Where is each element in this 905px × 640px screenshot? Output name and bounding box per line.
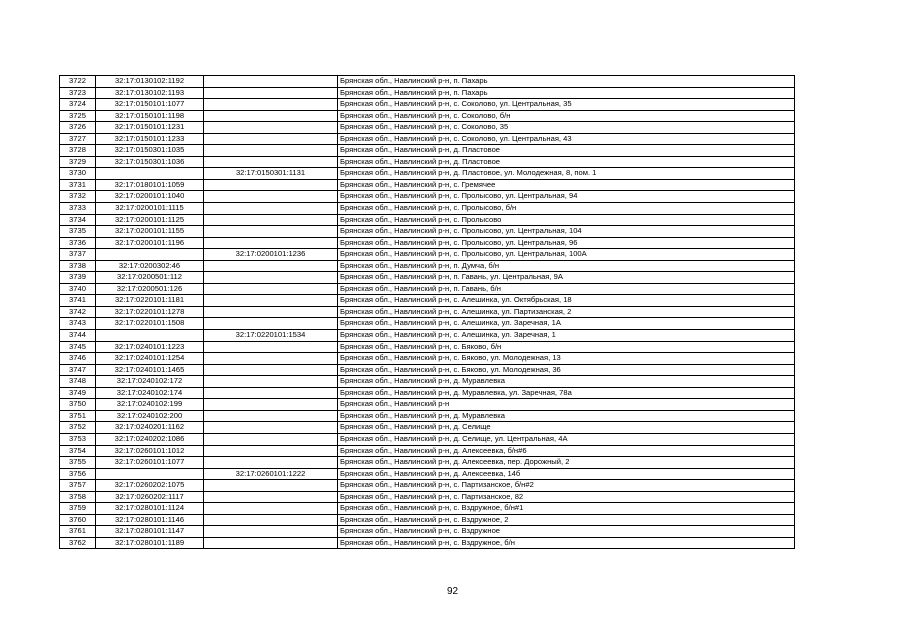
- row-number-cell: 3735: [60, 226, 96, 238]
- cadastral-number-2-cell: [204, 491, 338, 503]
- cadastral-number-cell: 32:17:0200101:1115: [96, 203, 204, 215]
- cadastral-number-2-cell: [204, 376, 338, 388]
- row-number-cell: 3724: [60, 99, 96, 111]
- table-row: [60, 457, 795, 469]
- cadastral-number-2-cell: [204, 503, 338, 515]
- row-number-cell: 3750: [60, 399, 96, 411]
- cadastral-number-cell: [96, 168, 204, 180]
- cadastral-number-2-cell: [204, 76, 338, 88]
- cadastral-number-cell: 32:17:0200501:112: [96, 272, 204, 284]
- row-number-cell: 3728: [60, 145, 96, 157]
- cadastral-number-2-cell: [204, 179, 338, 191]
- row-number-cell: 3761: [60, 526, 96, 538]
- table-row: [60, 433, 795, 445]
- row-number-cell: 3743: [60, 318, 96, 330]
- cadastral-number-cell: 32:17:0150101:1198: [96, 110, 204, 122]
- table-row: [60, 306, 795, 318]
- table-row: [60, 353, 795, 365]
- cadastral-number-cell: 32:17:0240102:172: [96, 376, 204, 388]
- cadastral-number-cell: 32:17:0240201:1162: [96, 422, 204, 434]
- address-cell: Брянская обл., Навлинский р-н, д. Пластовое: [338, 145, 795, 157]
- table-row: [60, 191, 795, 203]
- cadastral-number-2-cell: [204, 306, 338, 318]
- address-cell: Брянская обл., Навлинский р-н, д. Пластовое: [338, 156, 795, 168]
- cadastral-number-2-cell: [204, 480, 338, 492]
- cadastral-number-2-cell: [204, 318, 338, 330]
- address-cell: Брянская обл., Навлинский р-н, д. Муравлевка: [338, 376, 795, 388]
- table-body: [60, 76, 795, 549]
- cadastral-number-cell: 32:17:0280101:1124: [96, 503, 204, 515]
- row-number-cell: 3751: [60, 410, 96, 422]
- address-cell: Брянская обл., Навлинский р-н, с. Пролысово, ул. Центральная, 96: [338, 237, 795, 249]
- row-number-cell: 3759: [60, 503, 96, 515]
- row-number-cell: 3736: [60, 237, 96, 249]
- cadastral-number-cell: [96, 249, 204, 261]
- row-number-cell: 3758: [60, 491, 96, 503]
- table-row: [60, 514, 795, 526]
- cadastral-number-2-cell: [204, 226, 338, 238]
- row-number-cell: 3748: [60, 376, 96, 388]
- address-cell: Брянская обл., Навлинский р-н, с. Гремячее: [338, 179, 795, 191]
- cadastral-number-2-cell: 32:17:0220101:1534: [204, 330, 338, 342]
- table-row: [60, 399, 795, 411]
- cadastral-number-2-cell: [204, 410, 338, 422]
- address-cell: Брянская обл., Навлинский р-н, с. Вздружное, б/н: [338, 537, 795, 549]
- row-number-cell: 3740: [60, 283, 96, 295]
- row-number-cell: 3746: [60, 353, 96, 365]
- cadastral-number-cell: 32:17:0240101:1254: [96, 353, 204, 365]
- cadastral-number-2-cell: 32:17:0150301:1131: [204, 168, 338, 180]
- address-cell: Брянская обл., Навлинский р-н, с. Соколово, 35: [338, 122, 795, 134]
- cadastral-number-cell: 32:17:0200101:1040: [96, 191, 204, 203]
- table-row: [60, 226, 795, 238]
- address-cell: Брянская обл., Навлинский р-н, с. Алешинка, ул. Заречная, 1: [338, 330, 795, 342]
- cadastral-number-cell: [96, 330, 204, 342]
- row-number-cell: 3731: [60, 179, 96, 191]
- address-cell: Брянская обл., Навлинский р-н, с. Соколово, ул. Центральная, 43: [338, 133, 795, 145]
- address-cell: Брянская обл., Навлинский р-н, с. Бяково, б/н: [338, 341, 795, 353]
- table-row: [60, 283, 795, 295]
- address-cell: Брянская обл., Навлинский р-н, с. Алешинка, ул. Октябрьская, 18: [338, 295, 795, 307]
- address-cell: Брянская обл., Навлинский р-н, с. Бяково, ул. Молодежная, 13: [338, 353, 795, 365]
- cadastral-number-cell: 32:17:0150101:1077: [96, 99, 204, 111]
- row-number-cell: 3760: [60, 514, 96, 526]
- address-cell: Брянская обл., Навлинский р-н, д. Алексеевка, б/н#6: [338, 445, 795, 457]
- address-cell: Брянская обл., Навлинский р-н, с. Пролысово: [338, 214, 795, 226]
- address-cell: Брянская обл., Навлинский р-н, п. Гавань, ул. Центральная, 9А: [338, 272, 795, 284]
- table-row: [60, 537, 795, 549]
- table-row: [60, 503, 795, 515]
- table-row: [60, 330, 795, 342]
- cadastral-number-2-cell: [204, 399, 338, 411]
- address-cell: Брянская обл., Навлинский р-н, с. Вздружное: [338, 526, 795, 538]
- cadastral-number-cell: 32:17:0200101:1196: [96, 237, 204, 249]
- cadastral-number-cell: 32:17:0240102:174: [96, 387, 204, 399]
- row-number-cell: 3730: [60, 168, 96, 180]
- cadastral-number-cell: 32:17:0200501:126: [96, 283, 204, 295]
- address-cell: Брянская обл., Навлинский р-н, с. Бяково, ул. Молодежная, 36: [338, 364, 795, 376]
- cadastral-number-2-cell: [204, 203, 338, 215]
- table-row: [60, 318, 795, 330]
- cadastral-number-2-cell: [204, 283, 338, 295]
- address-cell: Брянская обл., Навлинский р-н, с. Партизанское, 82: [338, 491, 795, 503]
- row-number-cell: 3734: [60, 214, 96, 226]
- table-row: [60, 376, 795, 388]
- cadastral-number-2-cell: [204, 457, 338, 469]
- cadastral-number-2-cell: [204, 387, 338, 399]
- address-cell: Брянская обл., Навлинский р-н, д. Муравлевка: [338, 410, 795, 422]
- cadastral-number-cell: 32:17:0240101:1465: [96, 364, 204, 376]
- table-row: [60, 445, 795, 457]
- cadastral-number-cell: 32:17:0240101:1223: [96, 341, 204, 353]
- row-number-cell: 3729: [60, 156, 96, 168]
- cadastral-number-2-cell: [204, 537, 338, 549]
- address-cell: Брянская обл., Навлинский р-н, с. Пролысово, ул. Центральная, 94: [338, 191, 795, 203]
- address-cell: Брянская обл., Навлинский р-н, д. Пластовое, ул. Молодежная, 8, пом. 1: [338, 168, 795, 180]
- table-row: [60, 491, 795, 503]
- address-cell: Брянская обл., Навлинский р-н, с. Пролысово, б/н: [338, 203, 795, 215]
- table-row: [60, 87, 795, 99]
- cadastral-number-2-cell: [204, 445, 338, 457]
- address-cell: Брянская обл., Навлинский р-н, с. Алешинка, ул. Заречная, 1А: [338, 318, 795, 330]
- row-number-cell: 3737: [60, 249, 96, 261]
- cadastral-number-2-cell: [204, 191, 338, 203]
- cadastral-number-cell: 32:17:0280101:1146: [96, 514, 204, 526]
- cadastral-number-cell: 32:17:0150301:1036: [96, 156, 204, 168]
- cadastral-number-2-cell: [204, 87, 338, 99]
- table-row: [60, 260, 795, 272]
- cadastral-number-2-cell: 32:17:0260101:1222: [204, 468, 338, 480]
- address-cell: Брянская обл., Навлинский р-н: [338, 399, 795, 411]
- row-number-cell: 3726: [60, 122, 96, 134]
- cadastral-number-cell: 32:17:0150101:1231: [96, 122, 204, 134]
- address-cell: Брянская обл., Навлинский р-н, с. Соколово, б/н: [338, 110, 795, 122]
- address-cell: Брянская обл., Навлинский р-н, с. Алешинка, ул. Партизанская, 2: [338, 306, 795, 318]
- row-number-cell: 3749: [60, 387, 96, 399]
- row-number-cell: 3744: [60, 330, 96, 342]
- row-number-cell: 3738: [60, 260, 96, 272]
- cadastral-number-2-cell: [204, 364, 338, 376]
- cadastral-number-cell: 32:17:0200101:1155: [96, 226, 204, 238]
- address-cell: Брянская обл., Навлинский р-н, с. Пролысово, ул. Центральная, 104: [338, 226, 795, 238]
- row-number-cell: 3741: [60, 295, 96, 307]
- cadastral-number-cell: 32:17:0200302:46: [96, 260, 204, 272]
- row-number-cell: 3745: [60, 341, 96, 353]
- cadastral-number-2-cell: [204, 145, 338, 157]
- address-cell: Брянская обл., Навлинский р-н, с. Вздружное, 2: [338, 514, 795, 526]
- table-row: [60, 122, 795, 134]
- cadastral-number-cell: 32:17:0260202:1117: [96, 491, 204, 503]
- row-number-cell: 3727: [60, 133, 96, 145]
- cadastral-number-cell: 32:17:0220101:1181: [96, 295, 204, 307]
- row-number-cell: 3753: [60, 433, 96, 445]
- row-number-cell: 3762: [60, 537, 96, 549]
- row-number-cell: 3725: [60, 110, 96, 122]
- cadastral-number-cell: 32:17:0260101:1077: [96, 457, 204, 469]
- table-row: [60, 156, 795, 168]
- table-row: [60, 410, 795, 422]
- cadastral-number-cell: 32:17:0150301:1035: [96, 145, 204, 157]
- page-number: 92: [446, 586, 459, 597]
- cadastral-number-cell: 32:17:0220101:1278: [96, 306, 204, 318]
- row-number-cell: 3756: [60, 468, 96, 480]
- cadastral-number-cell: 32:17:0280101:1189: [96, 537, 204, 549]
- table-row: [60, 214, 795, 226]
- row-number-cell: 3732: [60, 191, 96, 203]
- address-cell: Брянская обл., Навлинский р-н, с. Пролысово, ул. Центральная, 100А: [338, 249, 795, 261]
- row-number-cell: 3723: [60, 87, 96, 99]
- cadastral-number-cell: 32:17:0240202:1086: [96, 433, 204, 445]
- table-row: [60, 168, 795, 180]
- cadastral-number-cell: 32:17:0260101:1012: [96, 445, 204, 457]
- address-cell: Брянская обл., Навлинский р-н, п. Пахарь: [338, 76, 795, 88]
- cadastral-number-2-cell: [204, 214, 338, 226]
- cadastral-number-2-cell: [204, 133, 338, 145]
- cadastral-number-cell: 32:17:0180101:1059: [96, 179, 204, 191]
- table-row: [60, 203, 795, 215]
- row-number-cell: 3733: [60, 203, 96, 215]
- table-row: [60, 76, 795, 88]
- cadastral-number-cell: [96, 468, 204, 480]
- cadastral-number-cell: 32:17:0220101:1508: [96, 318, 204, 330]
- table-row: [60, 249, 795, 261]
- cadastral-number-2-cell: [204, 260, 338, 272]
- row-number-cell: 3755: [60, 457, 96, 469]
- row-number-cell: 3739: [60, 272, 96, 284]
- table-row: [60, 295, 795, 307]
- address-cell: Брянская обл., Навлинский р-н, с. Соколово, ул. Центральная, 35: [338, 99, 795, 111]
- property-table: [59, 75, 795, 549]
- table-row: [60, 341, 795, 353]
- table-row: [60, 145, 795, 157]
- table-row: [60, 179, 795, 191]
- cadastral-number-2-cell: 32:17:0200101:1236: [204, 249, 338, 261]
- cadastral-number-2-cell: [204, 295, 338, 307]
- table-row: [60, 237, 795, 249]
- row-number-cell: 3757: [60, 480, 96, 492]
- row-number-cell: 3722: [60, 76, 96, 88]
- cadastral-number-cell: 32:17:0280101:1147: [96, 526, 204, 538]
- address-cell: Брянская обл., Навлинский р-н, д. Селище, ул. Центральная, 4А: [338, 433, 795, 445]
- table-row: [60, 468, 795, 480]
- cadastral-number-2-cell: [204, 422, 338, 434]
- address-cell: Брянская обл., Навлинский р-н, с. Вздружное, б/н#1: [338, 503, 795, 515]
- cadastral-number-2-cell: [204, 433, 338, 445]
- cadastral-number-2-cell: [204, 514, 338, 526]
- row-number-cell: 3742: [60, 306, 96, 318]
- cadastral-number-2-cell: [204, 237, 338, 249]
- address-cell: Брянская обл., Навлинский р-н, д. Алексеевка, 14б: [338, 468, 795, 480]
- cadastral-number-2-cell: [204, 272, 338, 284]
- cadastral-number-2-cell: [204, 526, 338, 538]
- cadastral-number-cell: 32:17:0260202:1075: [96, 480, 204, 492]
- address-cell: Брянская обл., Навлинский р-н, п. Пахарь: [338, 87, 795, 99]
- cadastral-number-2-cell: [204, 99, 338, 111]
- cadastral-number-cell: 32:17:0240102:199: [96, 399, 204, 411]
- table-row: [60, 422, 795, 434]
- row-number-cell: 3747: [60, 364, 96, 376]
- table-row: [60, 110, 795, 122]
- address-cell: Брянская обл., Навлинский р-н, д. Алексеевка, пер. Дорожный, 2: [338, 457, 795, 469]
- table-row: [60, 526, 795, 538]
- cadastral-number-2-cell: [204, 156, 338, 168]
- address-cell: Брянская обл., Навлинский р-н, п. Думча, б/н: [338, 260, 795, 272]
- table-row: [60, 133, 795, 145]
- row-number-cell: 3754: [60, 445, 96, 457]
- cadastral-number-2-cell: [204, 110, 338, 122]
- address-cell: Брянская обл., Навлинский р-н, с. Партизанское, б/н#2: [338, 480, 795, 492]
- table-row: [60, 387, 795, 399]
- address-cell: Брянская обл., Навлинский р-н, д. Селище: [338, 422, 795, 434]
- cadastral-number-2-cell: [204, 122, 338, 134]
- address-cell: Брянская обл., Навлинский р-н, д. Муравлевка, ул. Заречная, 78а: [338, 387, 795, 399]
- cadastral-number-cell: 32:17:0130102:1192: [96, 76, 204, 88]
- table-row: [60, 272, 795, 284]
- cadastral-number-cell: 32:17:0200101:1125: [96, 214, 204, 226]
- cadastral-number-2-cell: [204, 353, 338, 365]
- table-row: [60, 364, 795, 376]
- address-cell: Брянская обл., Навлинский р-н, п. Гавань, б/н: [338, 283, 795, 295]
- cadastral-number-2-cell: [204, 341, 338, 353]
- table-row: [60, 99, 795, 111]
- table-row: [60, 480, 795, 492]
- cadastral-number-cell: 32:17:0150101:1233: [96, 133, 204, 145]
- row-number-cell: 3752: [60, 422, 96, 434]
- cadastral-number-cell: 32:17:0240102:200: [96, 410, 204, 422]
- cadastral-number-cell: 32:17:0130102:1193: [96, 87, 204, 99]
